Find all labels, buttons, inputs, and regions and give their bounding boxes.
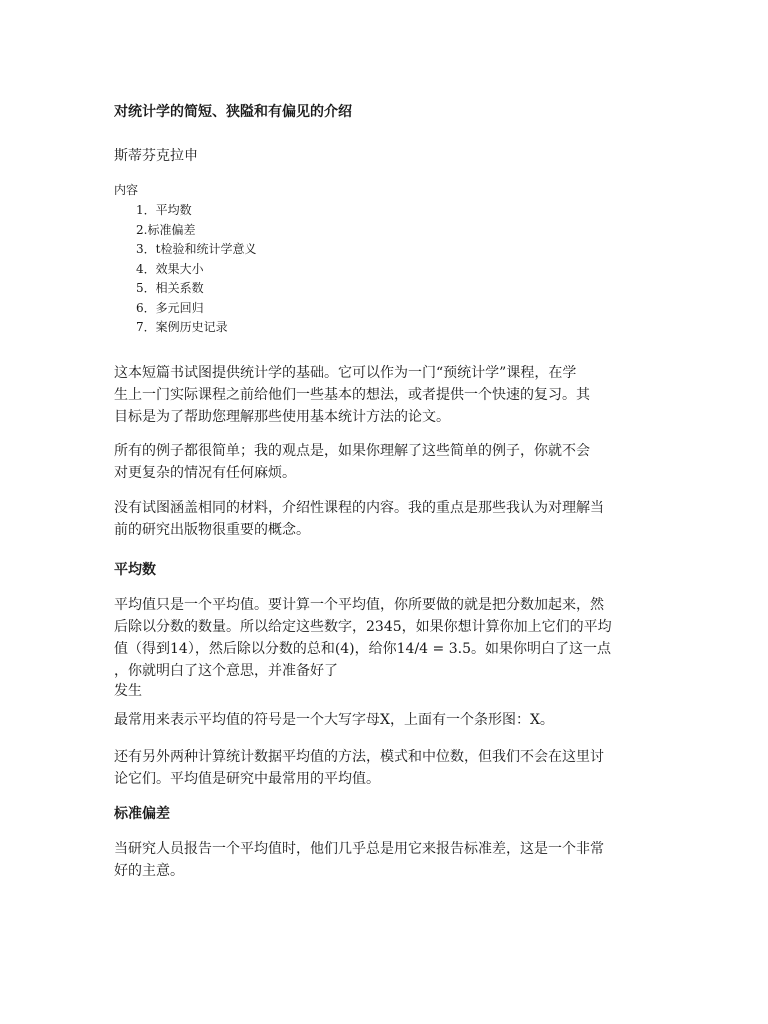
section-heading-mean: 平均数 — [114, 562, 156, 578]
table-of-contents — [136, 201, 256, 338]
toc-item: 2.标准偏差 — [136, 222, 196, 237]
toc-item: 3．t检验和统计学意义 — [136, 242, 257, 256]
text-line: 还有另外两种计算统计数据平均值的方法，模式和中位数，但我们不会在这里讨 — [114, 749, 604, 765]
text-line: 没有试图涵盖相同的材料，介绍性课程的内容。我的重点是那些我认为对理解当 — [114, 500, 604, 516]
text-line: 后除以分数的数量。所以给定这些数字，2345，如果你想计算你加上它们的平均 — [114, 619, 612, 635]
text-line: 所有的例子都很简单；我的观点是，如果你理解了这些简单的例子，你就不会 — [114, 443, 590, 459]
text-line: 对更复杂的情况有任何麻烦。 — [114, 465, 296, 481]
text-line: 目标是为了帮助您理解那些使用基本统计方法的论文。 — [114, 409, 450, 425]
toc-item: 4．效果大小 — [136, 261, 204, 276]
text-line: 这本短篇书试图提供统计学的基础。它可以作为一门“预统计学”课程，在学 — [114, 365, 577, 381]
text-line: 发生 — [114, 683, 142, 699]
toc-item: 5．相关系数 — [136, 281, 204, 295]
intro-paragraph-2 — [114, 440, 654, 484]
intro-paragraph-1 — [114, 362, 654, 428]
toc-label: 内容 — [114, 183, 139, 197]
text-line: 平均值只是一个平均值。要计算一个平均值，你所要做的就是把分数加起来，然 — [114, 597, 604, 613]
mean-paragraph-1 — [114, 594, 654, 700]
document-title: 对统计学的简短、狭隘和有偏见的介绍 — [114, 104, 352, 121]
mean-paragraph-3 — [114, 746, 654, 790]
text-line: 当研究人员报告一个平均值时，他们几乎总是用它来报告标准差，这是一个非常 — [114, 841, 604, 857]
toc-item: 6．多元回归 — [136, 300, 204, 315]
text-line: ，你就明白了这个意思，并准备好了 — [114, 663, 338, 679]
mean-paragraph-2 — [114, 709, 654, 731]
sd-paragraph-1 — [114, 838, 654, 882]
text-line: 论它们。平均值是研究中最常用的平均值。 — [114, 771, 380, 787]
intro-paragraph-3 — [114, 497, 654, 541]
section-heading-standard-deviation: 标准偏差 — [114, 806, 170, 822]
toc-item: 1．平均数 — [136, 203, 192, 217]
toc-item: 7．案例历史记录 — [136, 320, 228, 334]
text-line: 前的研究出版物很重要的概念。 — [114, 522, 310, 538]
text-line: 最常用来表示平均值的符号是一个大写字母X，上面有一个条形图：X。 — [114, 712, 554, 728]
author-name: 斯蒂芬克拉申 — [114, 148, 198, 164]
text-line: 好的主意。 — [114, 863, 184, 879]
text-line: 值（得到14），然后除以分数的总和(4)，给你14/4 = 3.5。如果你明白了这一点 — [114, 641, 611, 657]
text-line: 生上一门实际课程之前给他们一些基本的想法，或者提供一个快速的复习。其 — [114, 387, 590, 403]
